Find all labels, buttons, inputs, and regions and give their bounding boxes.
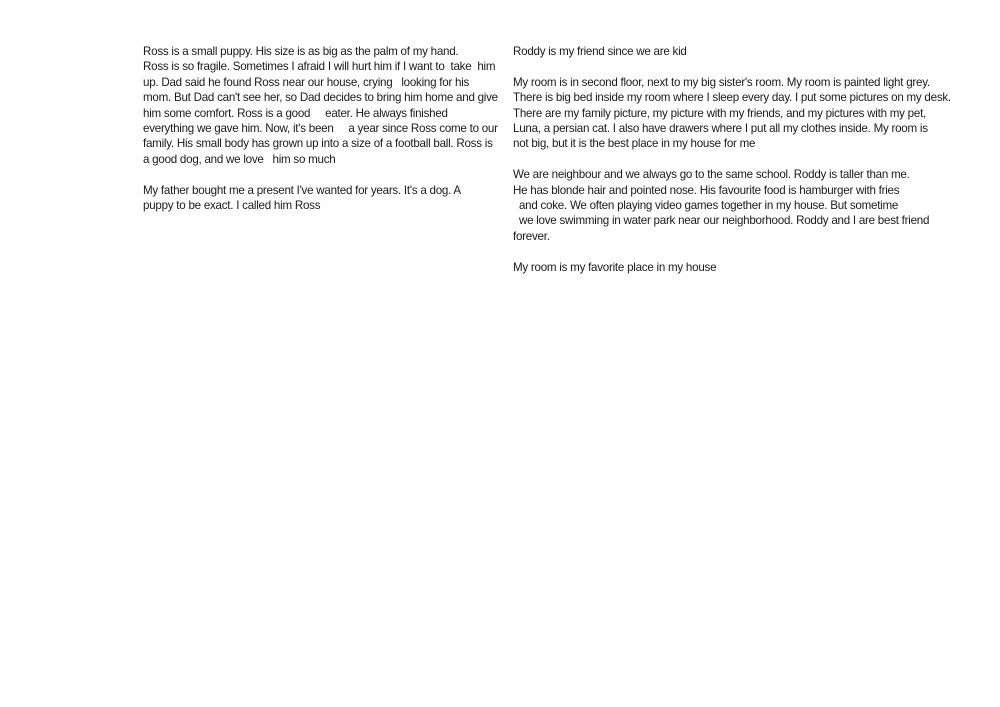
left-text-column [143,44,498,229]
paragraph-roddy-intro [513,44,953,59]
paragraph-present [143,183,498,214]
text-line: He has blonde hair and pointed nose. His favourite food is hamburger with fries [513,183,900,197]
paragraph-ross-description [143,44,498,167]
text-line: puppy to be exact. I called him Ross [143,199,321,213]
text-line: family. His small body has grown up into a size of a football ball. Ross is [143,137,493,151]
text-line: Ross is a small puppy. His size is as big as the palm of my hand. [143,45,459,58]
paragraph-favorite-place [513,260,953,275]
text-line: There is big bed inside my room where I sleep every day. I put some pictures on my desk. [513,91,951,105]
text-line: My room is my favorite place in my house [513,260,717,274]
text-line: we love swimming in water park near our neighborhood. Roddy and I are best friend [513,214,930,228]
text-line: Roddy is my friend since we are kid [513,45,687,58]
text-line: a good dog, and we love him so much [143,152,336,166]
text-line: My room is in second floor, next to my big sister's room. My room is painted light grey. [513,75,930,89]
text-line: forever. [513,229,550,243]
text-line: him some comfort. Ross is a good eater. He always finished [143,106,448,120]
text-line: not big, but it is the best place in my house for me [513,137,756,151]
paragraph-roddy-description [513,167,953,244]
text-line: We are neighbour and we always go to the same school. Roddy is taller than me. [513,168,910,182]
text-line: everything we gave him. Now, it's been a year since Ross come to our [143,122,498,136]
paragraph-my-room [513,75,953,152]
text-line: Ross is so fragile. Sometimes I afraid I will hurt him if I want to take him [143,60,496,74]
text-line: There are my family picture, my picture with my friends, and my pictures with my pet, [513,106,927,120]
text-line: and coke. We often playing video games together in my house. But sometime [513,199,899,213]
text-line: Luna, a persian cat. I also have drawers where I put all my clothes inside. My room is [513,122,928,136]
text-line: My father bought me a present I've wanted for years. It's a dog. A [143,183,461,197]
right-text-column [513,44,953,290]
text-line: mom. But Dad can't see her, so Dad decides to bring him home and give [143,91,498,105]
text-line: up. Dad said he found Ross near our house, crying looking for his [143,75,470,89]
